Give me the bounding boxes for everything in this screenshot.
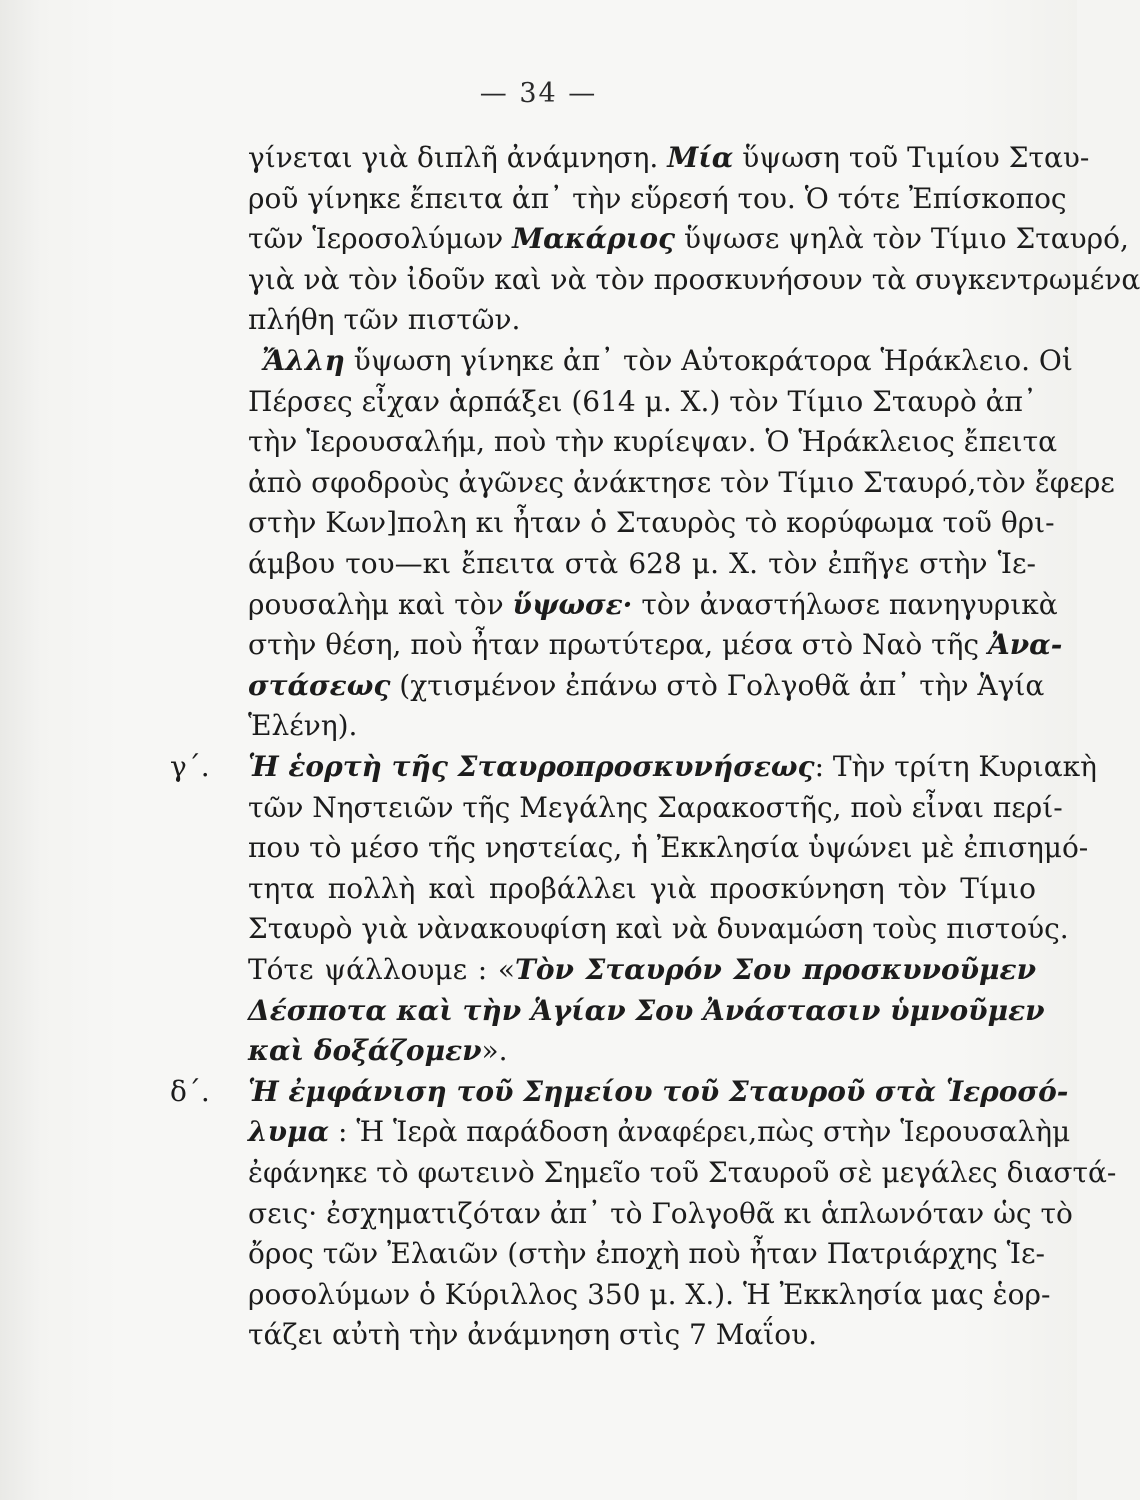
line-text: στὴν θέση, ποὺ ἦταν πρωτύτερα, μέσα στὸ Ναὸ τῆς xyxy=(248,628,989,662)
text-line xyxy=(248,300,1036,340)
text-line xyxy=(248,909,1069,949)
text-line xyxy=(248,828,1089,868)
text-line xyxy=(248,503,1055,543)
emphasis-text: Δέσποτα καὶ τὴν Ἁγίαν Σου Ἀνάστασιν ὑμνοῦμεν xyxy=(248,993,1045,1027)
line-text: Σταυρὸ γιὰ νὰνακουφίση καὶ νὰ δυναμώση τοὺς πιστούς. xyxy=(248,912,1069,946)
emphasis-text: Μία xyxy=(667,141,734,174)
section-marker: γ΄. xyxy=(170,750,210,783)
emphasis-text: λυμα xyxy=(248,1115,330,1149)
text-line xyxy=(248,706,1036,746)
text-line xyxy=(248,138,1090,178)
text-line xyxy=(248,219,1129,259)
text-line xyxy=(248,1153,1117,1193)
text-line xyxy=(248,625,1063,665)
line-text: ρουσαλὴμ καὶ τὸν xyxy=(248,587,513,621)
line-text: που τὸ μέσο τῆς νηστείας, ἡ Ἐκκλησία ὑψώνει μὲ ἐπισημό- xyxy=(248,831,1089,865)
text-line xyxy=(248,747,1097,787)
line-text: σεις· ἐσχηματιζόταν ἀπ᾿ τὸ Γολγοθᾶ κι ἁπλωνόταν ὡς τὸ xyxy=(248,1196,1073,1230)
line-text: ἀπὸ σφοδροὺς ἀγῶνες ἀνάκτησε τὸν Τίμιο Σταυρό,τὸν ἔφερε xyxy=(248,465,1115,499)
text-line xyxy=(248,585,1058,625)
line-text: Ἑλένη). xyxy=(248,709,358,743)
text-line xyxy=(248,1234,1045,1274)
line-text: ». xyxy=(481,1034,508,1068)
line-text: (χτισμένον ἐπάνω στὸ Γολγοθᾶ ἀπ᾿ τὴν Ἁγία xyxy=(390,668,1045,702)
line-text: Τότε ψάλλουμε : « xyxy=(248,953,515,986)
text-line xyxy=(248,260,1140,300)
text-line xyxy=(248,1031,1036,1071)
emphasis-text: Μακάριος xyxy=(512,222,676,256)
line-text: τὴν Ἱερουσαλήμ, ποὺ τὴν κυρίεψαν. Ὁ Ἡράκλειος ἔπειτα xyxy=(248,425,1058,459)
line-text: άμβου του—κι ἔπειτα στὰ 628 μ. Χ. τὸν ἐπῆγε στὴν Ἱε- xyxy=(248,547,1036,580)
line-text: στὴν Κων]πολη κι ἦταν ὁ Σταυρὸς τὸ κορύφωμα τοῦ θρι- xyxy=(248,506,1055,540)
emphasis-text: ὕψωσε· xyxy=(512,587,633,621)
line-text: γίνεται γιὰ διπλῆ ἀνάμνηση. xyxy=(248,141,668,174)
section-marker: δ΄. xyxy=(170,1074,210,1108)
text-line xyxy=(248,179,1067,219)
line-text: τῶν Ἱεροσολύμων xyxy=(248,222,513,256)
text-line xyxy=(248,422,1058,462)
text-line xyxy=(248,788,1063,828)
page-number: — 34 — xyxy=(479,78,598,109)
line-text: ὄρος τῶν Ἐλαιῶν (στὴν ἐποχὴ ποὺ ἦταν Πατριάρχης Ἱε- xyxy=(248,1237,1045,1271)
line-text: ὕψωση γίνηκε ἀπ᾿ τὸν Αὐτοκράτορα Ἡράκλειο. Οἱ xyxy=(344,344,1073,377)
text-line xyxy=(248,991,1045,1031)
emphasis-text: καὶ δοξάζομεν xyxy=(248,1034,482,1068)
text-line xyxy=(248,382,1036,422)
text-line xyxy=(248,1275,1051,1315)
line-text: ροσολύμων ὁ Κύριλλος 350 μ. Χ.). Ἡ Ἐκκλησία μας ἑορ- xyxy=(248,1277,1051,1311)
text-line xyxy=(248,666,1045,706)
line-text: πλήθη τῶν πιστῶν. xyxy=(248,303,521,337)
emphasis-text: Ἡ ἑορτὴ τῆς Σταυροπροσκυνήσεως xyxy=(248,750,815,783)
emphasis-text: Τὸν Σταυρόν Σου προσκυνοῦμεν xyxy=(515,953,1037,986)
text-line xyxy=(248,544,1036,584)
text-line xyxy=(248,1112,1071,1152)
emphasis-text: Ἀνα- xyxy=(988,628,1063,662)
line-text: Πέρσες εἶχαν ἁρπάξει (614 μ. Χ.) τὸν Τίμιο Σταυρὸ ἀπ᾿ xyxy=(248,384,1037,418)
line-text: τὸν ἀναστήλωσε πανηγυρικὰ xyxy=(632,587,1058,621)
text-line xyxy=(248,869,1036,909)
line-text: ὕψωση τοῦ Τιμίου Σταυ- xyxy=(733,141,1090,174)
text-line xyxy=(248,1194,1073,1234)
text-line xyxy=(248,463,1115,503)
text-line xyxy=(248,950,1036,990)
line-text: τάζει αὐτὴ τὴν ἀνάμνηση στὶς 7 Μαΐου. xyxy=(248,1318,818,1352)
line-text: ροῦ γίνηκε ἔπειτα ἀπ᾿ τὴν εὕρεσή του. Ὁ τότε Ἐπίσκοπος xyxy=(248,181,1067,215)
text-line xyxy=(248,1315,1036,1355)
text-line xyxy=(262,341,1073,381)
line-text: : Ἡ Ἱερὰ παράδοση ἀναφέρει,πὼς στὴν Ἱερουσαλὴμ xyxy=(329,1115,1071,1149)
line-text: ὕψωσε ψηλὰ τὸν Τίμιο Σταυρό, xyxy=(675,222,1129,256)
line-text: τῶν Νηστειῶν τῆς Μεγάλης Σαρακοστῆς, ποὺ εἶναι περί- xyxy=(248,790,1063,824)
text-line xyxy=(248,1072,1069,1112)
emphasis-text: στάσεως xyxy=(248,668,391,702)
emphasis-text: Ἡ ἐμφάνιση τοῦ Σημείου τοῦ Σταυροῦ στὰ Ἱεροσό- xyxy=(248,1074,1069,1108)
line-text: ἐφάνηκε τὸ φωτεινὸ Σημεῖο τοῦ Σταυροῦ σὲ μεγάλες διαστά- xyxy=(248,1156,1117,1189)
emphasis-text: Ἄλλη xyxy=(262,344,345,377)
line-text: : Τὴν τρίτη Κυριακὴ xyxy=(814,750,1097,783)
line-text: γιὰ νὰ τὸν ἰδοῦν καὶ νὰ τὸν προσκυνήσουν τὰ συγκεντρωμένα xyxy=(248,262,1140,296)
line-text: τητα πολλὴ καὶ προβάλλει γιὰ προσκύνηση τὸν Τίμιο xyxy=(248,871,1036,905)
